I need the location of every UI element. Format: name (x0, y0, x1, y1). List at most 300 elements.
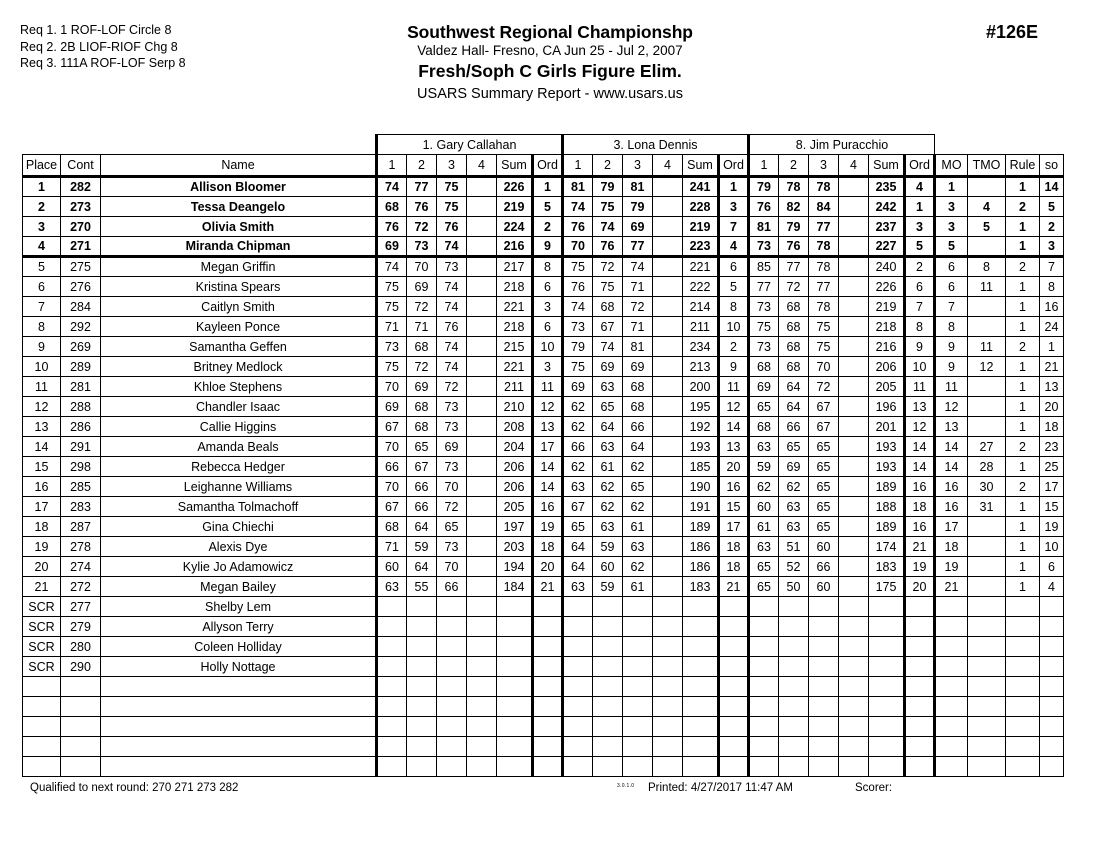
cell-j3-ord (905, 617, 935, 637)
table-row[interactable] (23, 177, 1064, 197)
cell-j1-fig1: 69 (377, 397, 407, 417)
cell-j3-fig3: 78 (809, 177, 839, 197)
cell-j2-sum: 234 (683, 337, 719, 357)
cell-j3-ord: 2 (905, 257, 935, 277)
cell-j1-fig4 (467, 237, 497, 257)
cell-j1-fig3 (437, 657, 467, 677)
cell-j3-fig1: 68 (749, 357, 779, 377)
table-row[interactable] (23, 337, 1064, 357)
col-header-j2-sum: Sum (683, 155, 719, 177)
cell-so (1040, 757, 1064, 777)
cell-j1-fig1: 74 (377, 177, 407, 197)
cell-j3-fig3: 77 (809, 277, 839, 297)
cell-j1-fig4 (467, 377, 497, 397)
cell-j1-ord: 16 (533, 497, 563, 517)
cell-j1-fig4 (467, 317, 497, 337)
cell-j1-fig4 (467, 577, 497, 597)
table-row[interactable] (23, 377, 1064, 397)
cell-j2-fig1: 66 (563, 437, 593, 457)
cell-place (23, 717, 61, 737)
cell-j3-fig1: 73 (749, 337, 779, 357)
cell-j1-ord: 17 (533, 437, 563, 457)
cell-j2-fig2: 62 (593, 477, 623, 497)
cell-j3-ord: 3 (905, 217, 935, 237)
cell-rule: 1 (1006, 217, 1040, 237)
cell-j2-fig1: 76 (563, 277, 593, 297)
cell-j1-sum: 194 (497, 557, 533, 577)
cell-j1-fig1: 66 (377, 457, 407, 477)
table-row[interactable] (23, 317, 1064, 337)
cell-j2-sum: 219 (683, 217, 719, 237)
cell-j2-sum: 190 (683, 477, 719, 497)
cell-rule: 1 (1006, 237, 1040, 257)
cell-j1-fig3: 75 (437, 197, 467, 217)
cell-j3-fig2 (779, 757, 809, 777)
table-row[interactable] (23, 417, 1064, 437)
table-row[interactable] (23, 557, 1064, 577)
cell-j3-fig1 (749, 697, 779, 717)
cell-j2-fig3: 71 (623, 317, 653, 337)
cell-cont: 275 (61, 257, 101, 277)
cell-j2-sum (683, 637, 719, 657)
cell-j1-fig2: 68 (407, 337, 437, 357)
cell-mo (935, 617, 968, 637)
cell-j1-fig1 (377, 757, 407, 777)
cell-j1-ord (533, 677, 563, 697)
cell-j3-sum (869, 597, 905, 617)
cell-j1-fig3: 73 (437, 397, 467, 417)
cell-j3-fig4 (839, 317, 869, 337)
cell-j3-ord: 18 (905, 497, 935, 517)
table-row[interactable] (23, 757, 1064, 777)
cell-j3-ord: 4 (905, 177, 935, 197)
cell-place (23, 697, 61, 717)
cell-j3-ord: 5 (905, 237, 935, 257)
cell-j2-fig1: 75 (563, 357, 593, 377)
requirement-1: Req 1. 1 ROF-LOF Circle 8 (20, 23, 172, 37)
cell-j2-sum: 189 (683, 517, 719, 537)
cell-j1-fig2: 68 (407, 417, 437, 437)
cell-j3-sum: 183 (869, 557, 905, 577)
cell-tmo (968, 697, 1006, 717)
cell-j1-ord: 12 (533, 397, 563, 417)
cell-j2-fig2: 75 (593, 277, 623, 297)
col-header-j3-fig2: 2 (779, 155, 809, 177)
cell-j2-sum: 186 (683, 557, 719, 577)
cell-j1-sum: 210 (497, 397, 533, 417)
cell-j3-sum (869, 757, 905, 777)
cell-j1-sum: 208 (497, 417, 533, 437)
cell-rule (1006, 617, 1040, 637)
cell-j3-fig4 (839, 237, 869, 257)
cell-mo (935, 597, 968, 617)
cell-place (23, 757, 61, 777)
cell-j1-ord (533, 637, 563, 657)
cell-j1-fig4 (467, 277, 497, 297)
cell-j3-fig4 (839, 337, 869, 357)
cell-mo: 6 (935, 277, 968, 297)
cell-rule: 1 (1006, 377, 1040, 397)
cell-j3-fig1: 65 (749, 577, 779, 597)
cell-so (1040, 637, 1064, 657)
cell-mo (935, 757, 968, 777)
cell-j2-fig4 (653, 377, 683, 397)
cell-j2-fig2: 63 (593, 517, 623, 537)
table-row[interactable] (23, 217, 1064, 237)
cell-j1-ord: 21 (533, 577, 563, 597)
cell-j2-ord: 3 (719, 197, 749, 217)
cell-so: 8 (1040, 277, 1064, 297)
cell-j3-fig3: 72 (809, 377, 839, 397)
cell-j2-fig2: 79 (593, 177, 623, 197)
cell-j2-ord: 8 (719, 297, 749, 317)
cell-rule: 1 (1006, 357, 1040, 377)
table-row[interactable] (23, 497, 1064, 517)
cell-j1-fig3: 73 (437, 417, 467, 437)
cell-j1-fig2 (407, 717, 437, 737)
cell-j3-ord: 14 (905, 457, 935, 477)
cell-so: 25 (1040, 457, 1064, 477)
cell-j2-fig3 (623, 617, 653, 637)
cell-so (1040, 657, 1064, 677)
col-header-j1-sum: Sum (497, 155, 533, 177)
results-table (22, 134, 1064, 777)
cell-name: Megan Griffin (101, 257, 377, 277)
cell-place: 18 (23, 517, 61, 537)
cell-j3-ord (905, 757, 935, 777)
table-row[interactable] (23, 277, 1064, 297)
cell-j3-fig3 (809, 637, 839, 657)
cell-j3-sum (869, 657, 905, 677)
judge-3-header: 8. Jim Puracchio (749, 135, 935, 155)
cell-j1-fig2 (407, 637, 437, 657)
table-row[interactable] (23, 357, 1064, 377)
table-row[interactable] (23, 517, 1064, 537)
cell-j2-fig2: 64 (593, 417, 623, 437)
col-header-mo: MO (935, 155, 968, 177)
cell-j1-ord (533, 597, 563, 617)
cell-j1-ord: 10 (533, 337, 563, 357)
cell-j2-fig3: 74 (623, 257, 653, 277)
cell-j3-ord: 14 (905, 437, 935, 457)
band-spacer-place (23, 135, 61, 155)
cell-j1-sum (497, 717, 533, 737)
cell-cont: 286 (61, 417, 101, 437)
table-row[interactable] (23, 637, 1064, 657)
table-row[interactable] (23, 577, 1064, 597)
cell-j1-sum: 216 (497, 237, 533, 257)
cell-tmo (968, 657, 1006, 677)
cell-name: Coleen Holliday (101, 637, 377, 657)
cell-j3-fig4 (839, 197, 869, 217)
cell-j1-fig4 (467, 597, 497, 617)
cell-j2-fig3 (623, 657, 653, 677)
table-row[interactable] (23, 737, 1064, 757)
cell-name (101, 697, 377, 717)
cell-j3-fig3: 60 (809, 537, 839, 557)
cell-j1-sum (497, 657, 533, 677)
cell-place: 11 (23, 377, 61, 397)
cell-j3-sum (869, 737, 905, 757)
cell-j3-fig1 (749, 737, 779, 757)
cell-j3-fig4 (839, 297, 869, 317)
cell-j3-fig3: 66 (809, 557, 839, 577)
cell-cont: 276 (61, 277, 101, 297)
cell-so: 19 (1040, 517, 1064, 537)
cell-j1-fig3: 76 (437, 217, 467, 237)
cell-j2-fig4 (653, 257, 683, 277)
cell-j1-fig3: 75 (437, 177, 467, 197)
cell-j2-ord (719, 737, 749, 757)
cell-mo: 17 (935, 517, 968, 537)
cell-j3-fig2: 76 (779, 237, 809, 257)
cell-j1-fig1 (377, 737, 407, 757)
cell-j3-ord: 16 (905, 517, 935, 537)
cell-j1-fig3: 74 (437, 357, 467, 377)
col-header-j2-fig3: 3 (623, 155, 653, 177)
cell-j2-fig3: 71 (623, 277, 653, 297)
col-header-j1-fig1: 1 (377, 155, 407, 177)
cell-j3-ord: 6 (905, 277, 935, 297)
cell-j2-fig1: 70 (563, 237, 593, 257)
table-row[interactable] (23, 677, 1064, 697)
cell-rule: 2 (1006, 337, 1040, 357)
cell-j3-fig3: 84 (809, 197, 839, 217)
cell-tmo: 4 (968, 197, 1006, 217)
cell-j2-fig1: 63 (563, 577, 593, 597)
cell-j3-sum (869, 697, 905, 717)
cell-j1-ord: 3 (533, 357, 563, 377)
col-header-rule: Rule (1006, 155, 1040, 177)
cell-place: 19 (23, 537, 61, 557)
cell-j1-fig3: 72 (437, 497, 467, 517)
cell-cont (61, 737, 101, 757)
cell-j2-fig4 (653, 757, 683, 777)
cell-j2-sum: 186 (683, 537, 719, 557)
cell-j2-sum (683, 737, 719, 757)
cell-place: 8 (23, 317, 61, 337)
cell-j3-fig2: 82 (779, 197, 809, 217)
table-row[interactable] (23, 537, 1064, 557)
cell-j1-fig1: 67 (377, 497, 407, 517)
cell-j3-fig4 (839, 557, 869, 577)
cell-j3-fig3: 75 (809, 317, 839, 337)
table-row[interactable] (23, 197, 1064, 217)
cell-j1-fig3: 74 (437, 237, 467, 257)
table-row[interactable] (23, 717, 1064, 737)
cell-j1-fig4 (467, 337, 497, 357)
cell-j3-fig4 (839, 597, 869, 617)
cell-j2-fig2: 72 (593, 257, 623, 277)
event-number: #126E (985, 22, 1038, 42)
cell-j1-fig2: 64 (407, 517, 437, 537)
table-row[interactable] (23, 657, 1064, 677)
cell-j2-fig2: 61 (593, 457, 623, 477)
cell-j3-fig2 (779, 657, 809, 677)
cell-j2-fig2 (593, 757, 623, 777)
table-row[interactable] (23, 617, 1064, 637)
cell-j2-fig4 (653, 197, 683, 217)
cell-j1-ord (533, 757, 563, 777)
cell-j2-fig2 (593, 717, 623, 737)
cell-j3-ord: 19 (905, 557, 935, 577)
cell-j2-fig3: 62 (623, 497, 653, 517)
cell-place: 3 (23, 217, 61, 237)
cell-j3-fig4 (839, 217, 869, 237)
cell-place (23, 737, 61, 757)
table-row[interactable] (23, 257, 1064, 277)
col-header-j1-fig3: 3 (437, 155, 467, 177)
cell-j2-fig3 (623, 717, 653, 737)
cell-place: 2 (23, 197, 61, 217)
cell-rule (1006, 677, 1040, 697)
cell-j1-ord: 14 (533, 457, 563, 477)
cell-place: 17 (23, 497, 61, 517)
cell-j2-sum (683, 657, 719, 677)
cell-j1-fig2 (407, 617, 437, 637)
cell-j2-fig2: 60 (593, 557, 623, 577)
table-row[interactable] (23, 597, 1064, 617)
cell-so (1040, 717, 1064, 737)
cell-j3-fig2: 68 (779, 297, 809, 317)
cell-j1-fig1: 70 (377, 477, 407, 497)
cell-j1-ord (533, 617, 563, 637)
table-row[interactable] (23, 437, 1064, 457)
cell-tmo (968, 517, 1006, 537)
cell-j3-fig1: 68 (749, 417, 779, 437)
cell-j2-sum: 193 (683, 437, 719, 457)
cell-j1-fig4 (467, 697, 497, 717)
cell-j1-ord: 13 (533, 417, 563, 437)
cell-j3-fig2: 63 (779, 497, 809, 517)
col-header-j1-ord: Ord (533, 155, 563, 177)
cell-j2-fig4 (653, 497, 683, 517)
cell-rule: 1 (1006, 517, 1040, 537)
cell-j3-fig1: 65 (749, 557, 779, 577)
cell-j1-fig3: 73 (437, 457, 467, 477)
cell-j3-fig4 (839, 437, 869, 457)
cell-j1-fig3: 74 (437, 337, 467, 357)
cell-j1-fig3: 74 (437, 277, 467, 297)
cell-j2-ord: 12 (719, 397, 749, 417)
requirements-list (20, 22, 186, 72)
cell-j3-sum (869, 637, 905, 657)
cell-j1-fig4 (467, 677, 497, 697)
cell-tmo: 28 (968, 457, 1006, 477)
band-spacer-name (101, 135, 377, 155)
col-header-name: Name (101, 155, 377, 177)
table-row[interactable] (23, 697, 1064, 717)
cell-j1-fig2: 69 (407, 277, 437, 297)
cell-rule: 1 (1006, 417, 1040, 437)
cell-j2-fig1: 81 (563, 177, 593, 197)
cell-rule (1006, 757, 1040, 777)
band-spacer-cont (61, 135, 101, 155)
cell-so: 14 (1040, 177, 1064, 197)
cell-place: SCR (23, 617, 61, 637)
cell-j1-sum (497, 677, 533, 697)
cell-j2-fig4 (653, 717, 683, 737)
cell-j3-fig4 (839, 517, 869, 537)
table-row[interactable] (23, 477, 1064, 497)
cell-j1-fig4 (467, 397, 497, 417)
cell-j2-fig3 (623, 697, 653, 717)
cell-j2-ord (719, 677, 749, 697)
cell-mo: 12 (935, 397, 968, 417)
cell-j2-fig1: 73 (563, 317, 593, 337)
cell-j1-ord: 11 (533, 377, 563, 397)
cell-j3-sum: 227 (869, 237, 905, 257)
cell-rule: 2 (1006, 477, 1040, 497)
cell-mo (935, 717, 968, 737)
cell-j3-fig1: 85 (749, 257, 779, 277)
cell-j2-fig1: 79 (563, 337, 593, 357)
cell-j2-fig4 (653, 577, 683, 597)
cell-j2-fig1: 64 (563, 537, 593, 557)
cell-j3-fig1: 69 (749, 377, 779, 397)
cell-j2-ord: 5 (719, 277, 749, 297)
cell-j1-fig1: 69 (377, 237, 407, 257)
cell-j1-sum: 217 (497, 257, 533, 277)
cell-j1-fig1: 68 (377, 517, 407, 537)
table-row[interactable] (23, 397, 1064, 417)
cell-j1-fig3 (437, 737, 467, 757)
cell-j3-fig2: 69 (779, 457, 809, 477)
cell-cont: 281 (61, 377, 101, 397)
cell-mo (935, 677, 968, 697)
cell-j3-fig2: 50 (779, 577, 809, 597)
cell-cont (61, 697, 101, 717)
cell-j1-fig1: 75 (377, 277, 407, 297)
table-row[interactable] (23, 237, 1064, 257)
cell-j2-ord: 18 (719, 557, 749, 577)
cell-j1-fig4 (467, 717, 497, 737)
cell-j2-fig2: 74 (593, 217, 623, 237)
cell-j2-fig1: 69 (563, 377, 593, 397)
cell-rule: 1 (1006, 317, 1040, 337)
cell-j3-fig1: 73 (749, 297, 779, 317)
table-row[interactable] (23, 457, 1064, 477)
cell-j2-ord: 17 (719, 517, 749, 537)
cell-name: Olivia Smith (101, 217, 377, 237)
cell-j1-fig2 (407, 737, 437, 757)
cell-j1-fig4 (467, 357, 497, 377)
cell-j1-fig2 (407, 597, 437, 617)
cell-j2-sum: 192 (683, 417, 719, 437)
cell-j1-fig2: 64 (407, 557, 437, 577)
cell-j1-fig3 (437, 717, 467, 737)
cell-j1-fig2: 73 (407, 237, 437, 257)
cell-j1-fig1: 63 (377, 577, 407, 597)
cell-tmo (968, 617, 1006, 637)
cell-j3-fig3: 67 (809, 397, 839, 417)
cell-mo: 6 (935, 257, 968, 277)
cell-mo: 3 (935, 197, 968, 217)
cell-j3-fig4 (839, 717, 869, 737)
cell-j1-fig3: 70 (437, 477, 467, 497)
cell-j2-ord: 18 (719, 537, 749, 557)
cell-cont: 285 (61, 477, 101, 497)
table-row[interactable] (23, 297, 1064, 317)
cell-j1-ord: 9 (533, 237, 563, 257)
cell-j1-fig2: 72 (407, 357, 437, 377)
cell-j1-sum: 203 (497, 537, 533, 557)
cell-j1-fig4 (467, 197, 497, 217)
cell-j3-fig3 (809, 697, 839, 717)
cell-j3-fig1 (749, 677, 779, 697)
cell-mo: 14 (935, 437, 968, 457)
cell-j2-ord: 13 (719, 437, 749, 457)
